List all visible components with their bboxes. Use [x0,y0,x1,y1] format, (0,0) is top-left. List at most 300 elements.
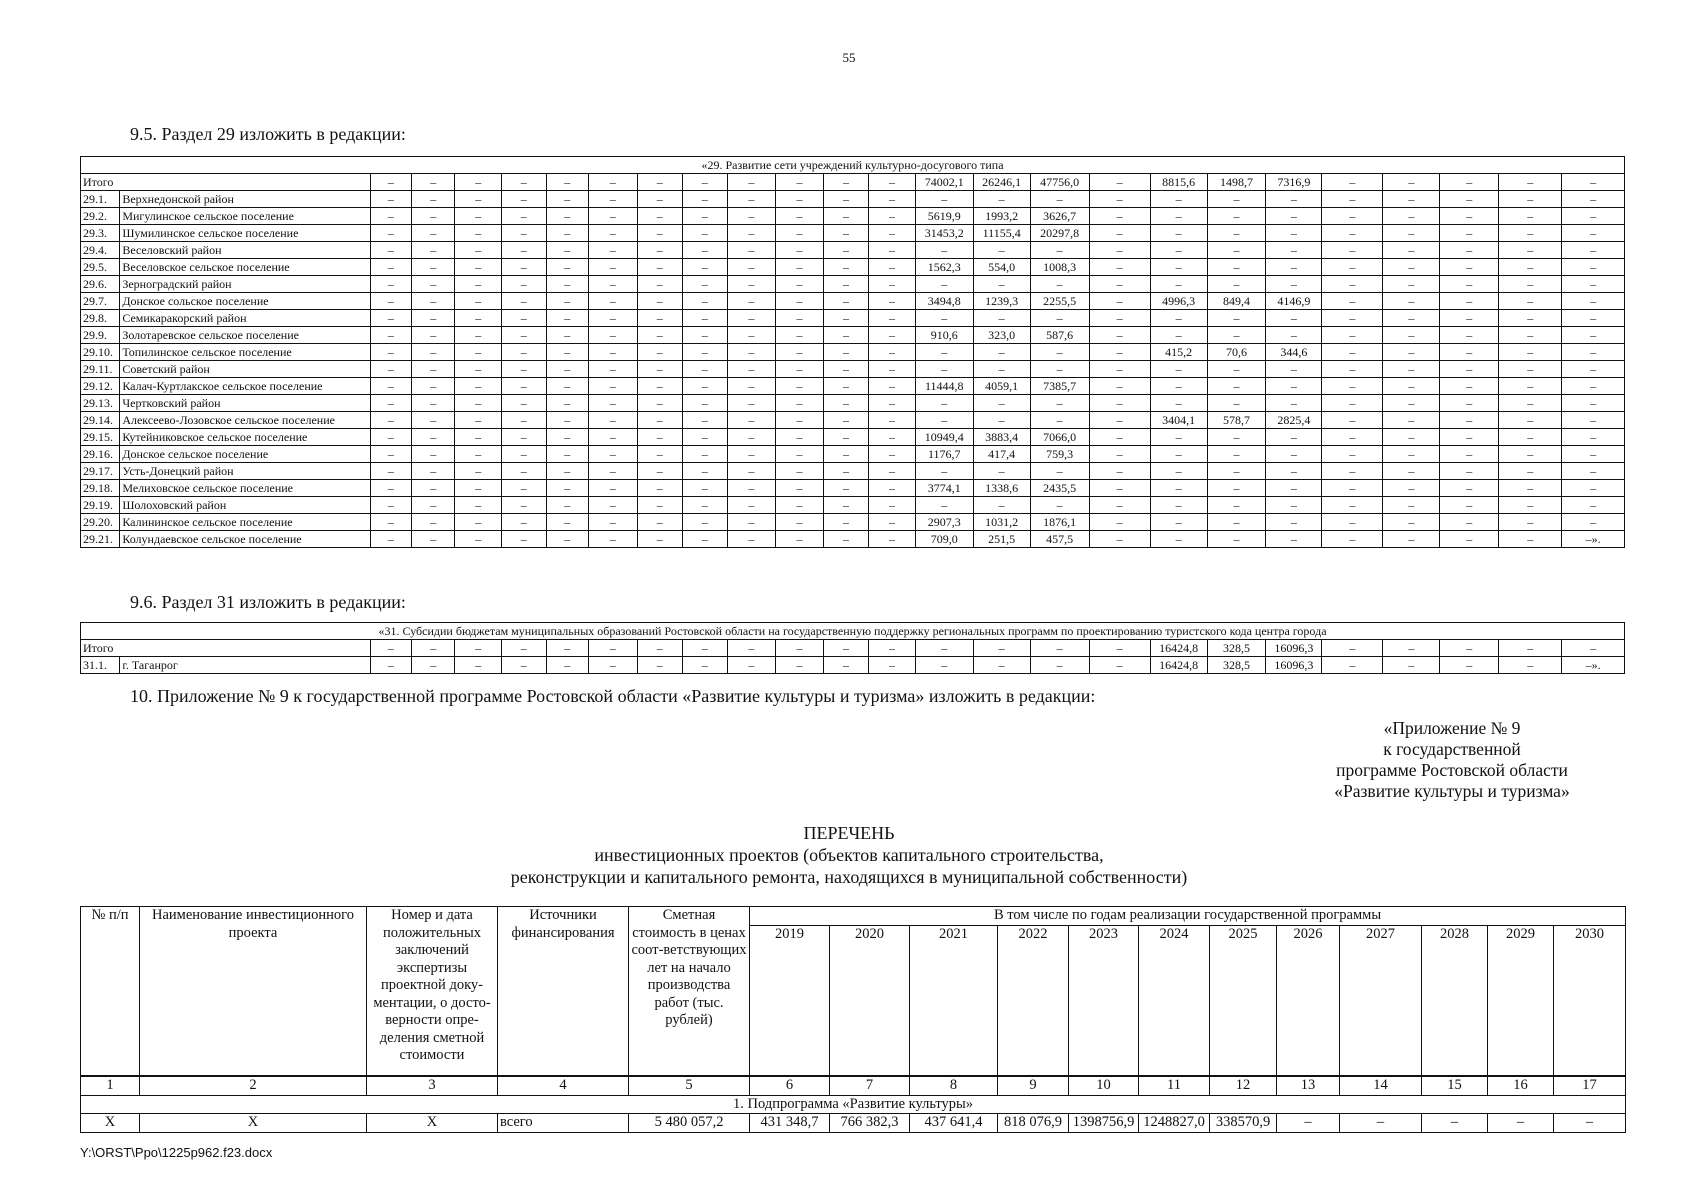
value-cell: – [973,191,1030,208]
value-cell: 16096,3 [1266,640,1322,657]
value-cell: 417,4 [973,446,1030,463]
value-cell: – [1150,208,1207,225]
value-cell: – [727,514,776,531]
document-title [0,822,1698,888]
value-cell: – [1499,344,1562,361]
value-cell: – [823,412,869,429]
value-cell: – [1089,497,1150,514]
value-cell: – [502,242,546,259]
value-cell: – [973,276,1030,293]
value-cell: – [869,208,916,225]
value-cell: – [1562,242,1625,259]
value-cell: – [776,225,824,242]
value-cell: – [502,276,546,293]
value-cell: – [1089,344,1150,361]
investment-row-cell: Х [81,1114,140,1133]
value-cell: – [683,463,727,480]
value-cell: – [546,412,588,429]
value-cell: 251,5 [973,531,1030,548]
value-cell: – [370,225,411,242]
value-cell: – [1383,640,1440,657]
value-cell: – [637,259,683,276]
row-label: Алексеево-Лозовское сельское поселение [120,412,370,429]
value-cell: 415,2 [1150,344,1207,361]
row-number: 29.9. [81,327,120,344]
value-cell: – [588,463,637,480]
value-cell: – [588,310,637,327]
header-expertise: Номер и дата положительных заключений экспертизы проектной доку-ментации, о досто-верности опре-деления сметной стоимости [367,907,498,1077]
page-number: 55 [842,50,856,65]
value-cell: – [973,463,1030,480]
value-cell: – [455,429,502,446]
value-cell: – [455,531,502,548]
row-number: 29.1. [81,191,120,208]
value-cell: 3883,4 [973,429,1030,446]
value-cell: – [1499,174,1562,191]
header-year: 2026 [1277,925,1340,1076]
table-29-row [81,191,1625,208]
value-cell: 47756,0 [1030,174,1089,191]
table-29-row [81,446,1625,463]
value-cell: – [776,259,824,276]
value-cell: – [1383,446,1440,463]
value-cell: – [502,361,546,378]
value-cell: – [502,429,546,446]
value-cell: 328,5 [1207,657,1266,674]
subprogram-title: 1. Подпрограмма «Развитие культуры» [81,1095,1626,1114]
value-cell: – [370,293,411,310]
value-cell: – [727,378,776,395]
value-cell: – [1440,640,1499,657]
value-cell: – [588,446,637,463]
value-cell: – [1266,446,1322,463]
value-cell: – [1499,446,1562,463]
appendix-line: «Развитие культуры и туризма» [1334,781,1570,801]
value-cell: – [588,344,637,361]
value-cell: – [1322,242,1383,259]
value-cell: – [370,378,411,395]
table-29-row [81,225,1625,242]
value-cell: – [502,293,546,310]
value-cell: – [1562,463,1625,480]
value-cell: 11155,4 [973,225,1030,242]
value-cell: – [1030,344,1089,361]
value-cell: – [1266,429,1322,446]
value-cell: – [683,378,727,395]
header-year: 2030 [1554,925,1626,1076]
value-cell: – [823,446,869,463]
table-29-row [81,327,1625,344]
value-cell: – [546,276,588,293]
table-29-row [81,361,1625,378]
value-cell: – [1089,378,1150,395]
appendix-line: «Приложение № 9 [1383,718,1521,738]
value-cell: – [727,293,776,310]
value-cell: – [1322,191,1383,208]
value-cell: – [776,446,824,463]
value-cell: – [546,310,588,327]
value-cell: – [502,497,546,514]
value-cell: – [502,395,546,412]
value-cell: – [869,395,916,412]
value-cell: – [637,446,683,463]
value-cell: 910,6 [915,327,973,344]
value-cell: – [546,378,588,395]
value-cell: – [1322,429,1383,446]
value-cell: – [370,657,411,674]
value-cell: – [637,657,683,674]
value-cell: – [637,429,683,446]
value-cell: – [1499,259,1562,276]
value-cell: – [1150,191,1207,208]
file-path-footer: Y:\ORST\Ppo\1225p962.f23.docx [80,1145,273,1160]
value-cell: – [1266,395,1322,412]
value-cell: – [776,242,824,259]
value-cell: – [727,480,776,497]
value-cell: – [412,378,455,395]
value-cell: – [1089,446,1150,463]
value-cell: – [683,327,727,344]
investment-row-cell: 818 076,9 [998,1114,1069,1133]
value-cell: – [1266,259,1322,276]
value-cell: – [1499,463,1562,480]
value-cell: – [412,412,455,429]
value-cell: – [1089,310,1150,327]
value-cell: – [502,174,546,191]
investment-projects-table [80,906,1626,1133]
investment-row-cell: Х [140,1114,367,1133]
investment-row-cell: 5 480 057,2 [629,1114,750,1133]
value-cell: – [1089,191,1150,208]
row-label: Калининское сельское поселение [120,514,370,531]
value-cell: – [370,191,411,208]
value-cell: – [1499,429,1562,446]
value-cell: – [823,327,869,344]
value-cell: – [727,412,776,429]
value-cell: – [370,497,411,514]
value-cell: – [1562,310,1625,327]
value-cell: – [1266,208,1322,225]
value-cell: – [1089,531,1150,548]
value-cell: – [1499,531,1562,548]
value-cell: – [776,497,824,514]
value-cell: – [1089,293,1150,310]
value-cell: – [869,378,916,395]
header-name: Наименование инвестиционного проекта [140,907,367,1077]
header-years-group: В том числе по годам реализации государственной программы [750,907,1626,926]
row-label: Веселовское сельское поселение [120,259,370,276]
value-cell: – [1440,259,1499,276]
header-year: 2028 [1422,925,1488,1076]
value-cell: – [588,412,637,429]
value-cell: – [1207,531,1266,548]
value-cell: – [1322,514,1383,531]
value-cell: – [370,480,411,497]
value-cell: – [1322,208,1383,225]
value-cell: – [546,259,588,276]
value-cell: – [1089,463,1150,480]
value-cell: – [1207,497,1266,514]
value-cell: – [1089,640,1150,657]
value-cell: – [683,657,727,674]
value-cell: – [869,259,916,276]
value-cell: 26246,1 [973,174,1030,191]
value-cell: – [637,378,683,395]
value-cell: 1338,6 [973,480,1030,497]
value-cell: – [1266,514,1322,531]
value-cell: – [1322,378,1383,395]
value-cell: – [370,531,411,548]
value-cell: 3774,1 [915,480,973,497]
value-cell: – [869,429,916,446]
value-cell: 7316,9 [1266,174,1322,191]
value-cell: – [1089,327,1150,344]
value-cell: – [823,208,869,225]
value-cell: – [1089,208,1150,225]
value-cell: – [727,174,776,191]
value-cell: – [727,657,776,674]
value-cell: – [823,174,869,191]
value-cell: – [869,480,916,497]
table-29-row [81,395,1625,412]
value-cell: – [1150,531,1207,548]
table-29-row [81,531,1625,548]
value-cell: 328,5 [1207,640,1266,657]
value-cell: – [588,657,637,674]
value-cell: – [869,412,916,429]
table-section-31 [80,622,1625,674]
value-cell: – [455,327,502,344]
value-cell: – [1440,344,1499,361]
value-cell: – [823,225,869,242]
value-cell: – [1440,242,1499,259]
value-cell: – [1383,276,1440,293]
value-cell: – [683,344,727,361]
value-cell: – [727,395,776,412]
value-cell: – [502,378,546,395]
value-cell: – [1499,395,1562,412]
value-cell: – [1207,310,1266,327]
value-cell: – [637,327,683,344]
value-cell: – [1207,327,1266,344]
row-number: 29.13. [81,395,120,412]
value-cell: – [502,531,546,548]
value-cell: – [412,361,455,378]
value-cell: – [588,293,637,310]
table-31-row [81,657,1625,674]
row-label: Топилинское сельское поселение [120,344,370,361]
value-cell: 1031,2 [973,514,1030,531]
value-cell: – [546,446,588,463]
value-cell: – [546,463,588,480]
value-cell: – [869,225,916,242]
value-cell: – [1150,480,1207,497]
column-number: 6 [750,1076,830,1095]
value-cell: – [1207,395,1266,412]
value-cell: – [1266,191,1322,208]
value-cell: – [823,514,869,531]
value-cell: – [588,497,637,514]
value-cell: – [370,412,411,429]
value-cell: – [546,497,588,514]
row-label: Золотаревское сельское поселение [120,327,370,344]
row-number: 29.11. [81,361,120,378]
row-label: Верхнедонской район [120,191,370,208]
column-number: 14 [1340,1076,1422,1095]
value-cell: – [412,191,455,208]
value-cell: – [588,259,637,276]
value-cell: – [588,242,637,259]
value-cell: – [823,531,869,548]
table-29-row [81,276,1625,293]
value-cell: – [637,395,683,412]
value-cell: – [1440,208,1499,225]
column-number: 3 [367,1076,498,1095]
value-cell: – [823,497,869,514]
value-cell: – [915,463,973,480]
value-cell: – [588,361,637,378]
value-cell: – [412,395,455,412]
table-29-row [81,174,1625,191]
column-number: 7 [830,1076,910,1095]
value-cell: – [1562,480,1625,497]
value-cell: – [546,293,588,310]
investment-row-cell: – [1422,1114,1488,1133]
value-cell: – [973,395,1030,412]
value-cell: – [776,640,824,657]
header-year: 2023 [1069,925,1139,1076]
value-cell: – [1322,395,1383,412]
table-29-row [81,378,1625,395]
value-cell: – [1266,480,1322,497]
value-cell: – [455,310,502,327]
value-cell: – [1562,361,1625,378]
value-cell: – [637,276,683,293]
title-line: инвестиционных проектов (объектов капитального строительства, [594,845,1104,865]
value-cell: – [869,174,916,191]
value-cell: – [683,208,727,225]
value-cell: – [1383,412,1440,429]
column-number: 4 [498,1076,629,1095]
value-cell: – [1440,463,1499,480]
value-cell: 16096,3 [1266,657,1322,674]
value-cell: – [1207,361,1266,378]
value-cell: – [776,463,824,480]
value-cell: – [1499,276,1562,293]
value-cell: – [683,174,727,191]
value-cell: – [546,531,588,548]
value-cell: – [776,412,824,429]
value-cell: – [1266,327,1322,344]
value-cell: – [1030,497,1089,514]
value-cell: – [1562,327,1625,344]
value-cell: – [776,208,824,225]
table-29-row [81,310,1625,327]
value-cell: – [1562,276,1625,293]
value-cell: – [683,191,727,208]
value-cell: – [546,225,588,242]
value-cell: – [973,497,1030,514]
value-cell: – [637,310,683,327]
value-cell: – [412,259,455,276]
value-cell: – [546,191,588,208]
value-cell: – [1089,276,1150,293]
value-cell: – [727,497,776,514]
value-cell: – [869,531,916,548]
value-cell: – [1207,446,1266,463]
value-cell: – [588,174,637,191]
value-cell: – [1383,225,1440,242]
value-cell: – [455,463,502,480]
row-number: 29.7. [81,293,120,310]
value-cell: – [455,412,502,429]
row-number: 29.3. [81,225,120,242]
value-cell: – [455,378,502,395]
value-cell: – [915,276,973,293]
value-cell: – [1499,310,1562,327]
table-29-row [81,429,1625,446]
value-cell: – [1562,446,1625,463]
value-cell: – [588,480,637,497]
value-cell: – [455,395,502,412]
value-cell: – [869,361,916,378]
value-cell: – [1440,497,1499,514]
value-cell: 323,0 [973,327,1030,344]
value-cell: – [1089,480,1150,497]
row-number: 29.15. [81,429,120,446]
value-cell: – [546,640,588,657]
value-cell: – [455,242,502,259]
value-cell: – [1089,174,1150,191]
value-cell: – [776,657,824,674]
value-cell: 578,7 [1207,412,1266,429]
value-cell: – [1440,225,1499,242]
value-cell: – [776,480,824,497]
row-label: Донское сельское поселение [120,446,370,463]
value-cell: – [683,259,727,276]
value-cell: 7066,0 [1030,429,1089,446]
value-cell: – [1383,208,1440,225]
value-cell: – [823,310,869,327]
value-cell: – [1383,361,1440,378]
value-cell: – [1383,480,1440,497]
row-number: 29.18. [81,480,120,497]
row-label: Колундаевское сельское поселение [120,531,370,548]
value-cell: – [1562,191,1625,208]
value-cell: – [370,395,411,412]
value-cell: – [637,191,683,208]
value-cell: – [776,514,824,531]
row-number: 29.12. [81,378,120,395]
value-cell: – [637,497,683,514]
value-cell: – [1499,412,1562,429]
value-cell: – [1150,446,1207,463]
value-cell: – [1440,446,1499,463]
value-cell: – [1562,514,1625,531]
value-cell: 709,0 [915,531,973,548]
value-cell: – [1322,480,1383,497]
table-29-row [81,497,1625,514]
paragraph-10: 10. Приложение № 9 к государственной программе Ростовской области «Развитие культуры и туризма» изложить в редакции: [130,686,1096,706]
value-cell: – [412,344,455,361]
value-cell: – [915,191,973,208]
value-cell: – [455,208,502,225]
title-line: реконструкции и капитального ремонта, находящихся в муниципальной собственности) [510,867,1188,887]
value-cell: – [1383,191,1440,208]
value-cell: – [637,531,683,548]
value-cell: – [588,191,637,208]
value-cell: – [1322,344,1383,361]
